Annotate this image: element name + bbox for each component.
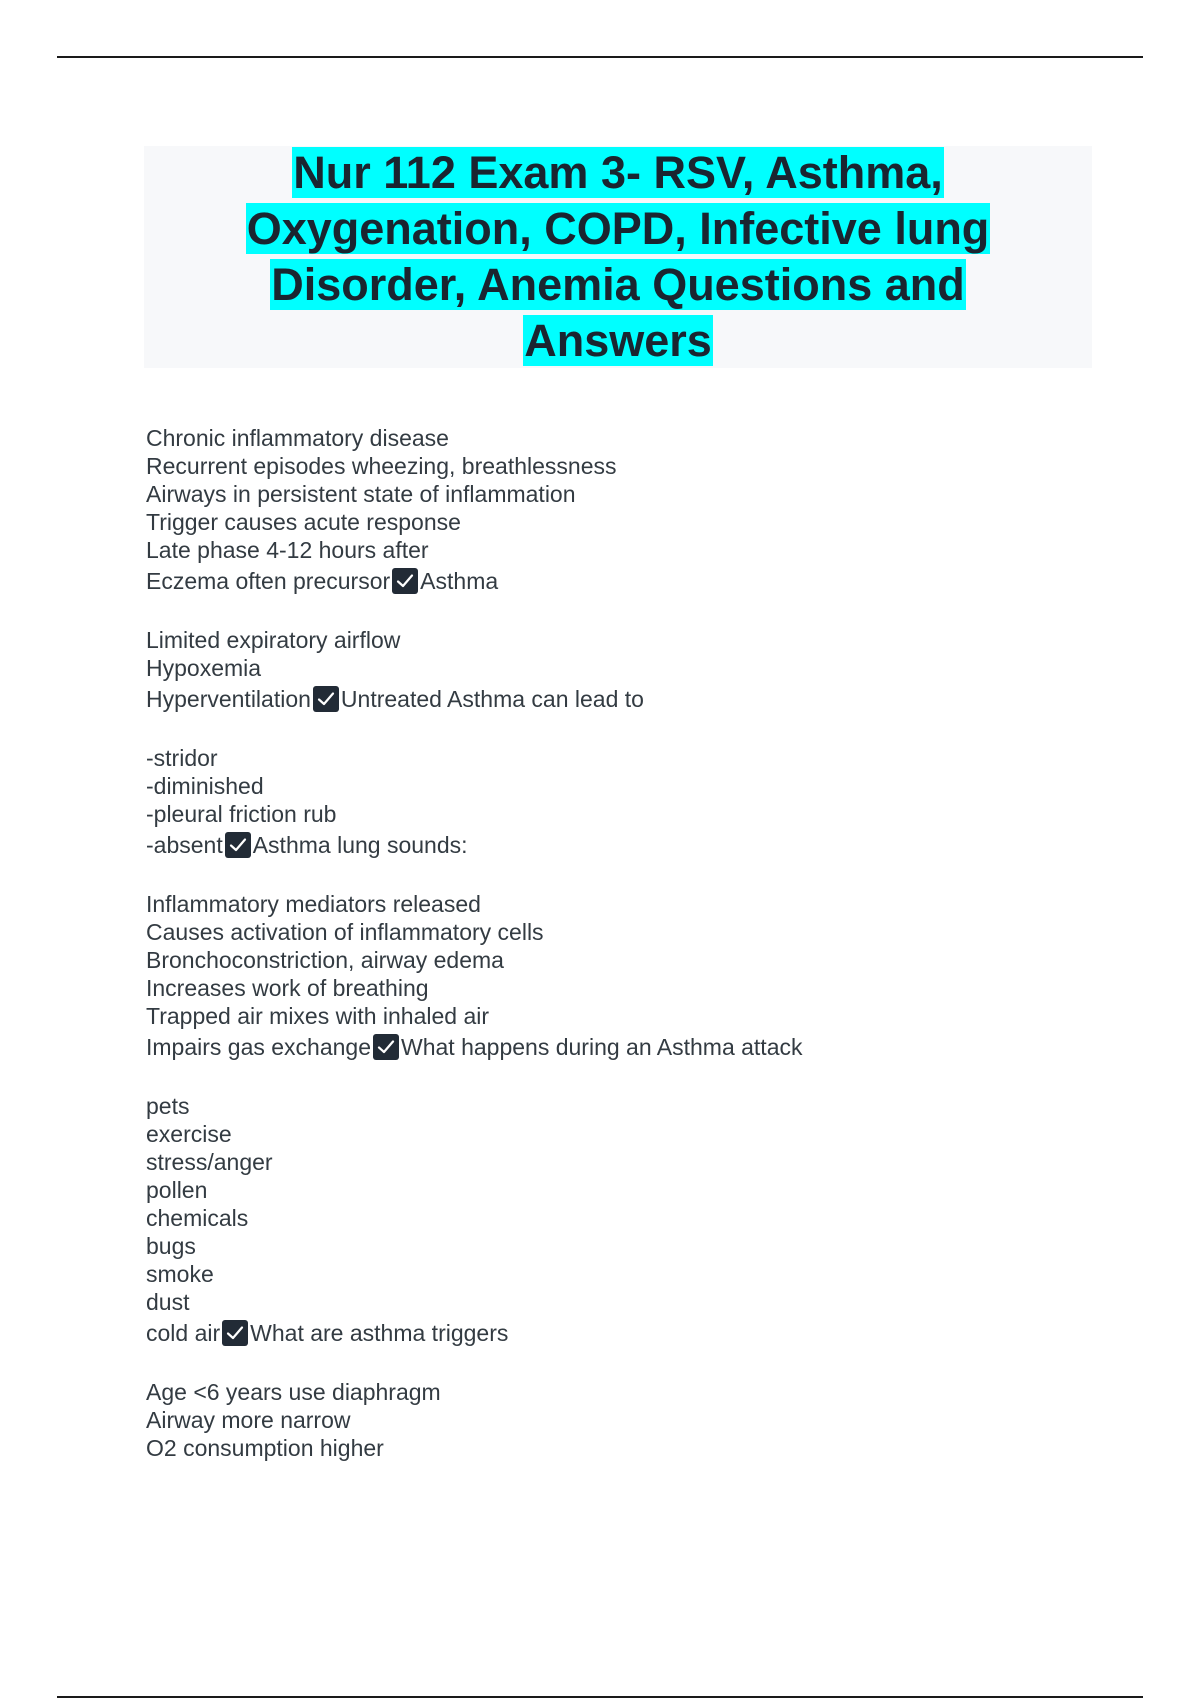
card-line: Causes activation of inflammatory cells bbox=[146, 919, 544, 945]
document-title bbox=[168, 145, 1068, 369]
card-line-last: cold air bbox=[146, 1320, 221, 1346]
card-line-last: Impairs gas exchange bbox=[146, 1034, 372, 1060]
card-line: bugs bbox=[146, 1233, 196, 1259]
card-line: pets bbox=[146, 1093, 190, 1119]
card-line: Age <6 years use diaphragm bbox=[146, 1379, 441, 1405]
card-answer-line bbox=[146, 1316, 1106, 1350]
title-banner bbox=[144, 146, 1092, 368]
card-line-last: Eczema often precursor bbox=[146, 568, 391, 594]
card-term: Untreated Asthma can lead to bbox=[340, 686, 644, 712]
flashcard-2 bbox=[146, 626, 1106, 716]
flashcard-4 bbox=[146, 890, 1106, 1064]
flashcard-1 bbox=[146, 424, 1106, 598]
card-line: stress/anger bbox=[146, 1149, 273, 1175]
card-line: chemicals bbox=[146, 1205, 249, 1231]
card-line: Inflammatory mediators released bbox=[146, 891, 481, 917]
flashcard-5 bbox=[146, 1092, 1106, 1350]
card-line: Late phase 4-12 hours after bbox=[146, 537, 429, 563]
card-line: Recurrent episodes wheezing, breathlessness bbox=[146, 453, 617, 479]
card-line: pollen bbox=[146, 1177, 208, 1203]
card-line-last: Hyperventilation bbox=[146, 686, 311, 712]
title-line-1: Nur 112 Exam 3- RSV, Asthma, bbox=[293, 147, 943, 198]
check-box-icon bbox=[313, 686, 339, 712]
flashcard-list bbox=[146, 424, 1106, 1490]
card-line: dust bbox=[146, 1289, 190, 1315]
card-line: exercise bbox=[146, 1121, 232, 1147]
card-line: Chronic inflammatory disease bbox=[146, 425, 449, 451]
card-line: -diminished bbox=[146, 773, 264, 799]
card-answer-line bbox=[146, 1030, 1106, 1064]
card-term: Asthma lung sounds: bbox=[252, 832, 468, 858]
card-line: Hypoxemia bbox=[146, 655, 262, 681]
check-box-icon bbox=[222, 1320, 248, 1346]
page-bottom-rule bbox=[57, 1696, 1143, 1698]
title-line-3: Disorder, Anemia Questions and bbox=[271, 259, 965, 310]
card-line-last: -absent bbox=[146, 832, 223, 858]
card-term: What are asthma triggers bbox=[250, 1320, 509, 1346]
flashcard-3 bbox=[146, 744, 1106, 862]
check-box-icon bbox=[392, 568, 418, 594]
flashcard-6 bbox=[146, 1378, 1106, 1462]
page-top-rule bbox=[57, 56, 1143, 58]
card-term: What happens during an Asthma attack bbox=[401, 1034, 803, 1060]
card-line: Increases work of breathing bbox=[146, 975, 429, 1001]
card-term: Asthma bbox=[420, 568, 499, 594]
card-line: Limited expiratory airflow bbox=[146, 627, 401, 653]
card-line: Bronchoconstriction, airway edema bbox=[146, 947, 504, 973]
card-line: -stridor bbox=[146, 745, 218, 771]
title-line-4: Answers bbox=[524, 315, 712, 366]
card-line: O2 consumption higher bbox=[146, 1435, 384, 1461]
card-answer-line bbox=[146, 564, 1106, 598]
card-line: smoke bbox=[146, 1261, 214, 1287]
card-line: -pleural friction rub bbox=[146, 801, 337, 827]
card-line: Airway more narrow bbox=[146, 1407, 351, 1433]
card-line: Trigger causes acute response bbox=[146, 509, 461, 535]
title-line-2: Oxygenation, COPD, Infective lung bbox=[246, 203, 990, 254]
check-box-icon bbox=[373, 1034, 399, 1060]
check-box-icon bbox=[225, 832, 251, 858]
card-answer-line bbox=[146, 828, 1106, 862]
card-line: Trapped air mixes with inhaled air bbox=[146, 1003, 490, 1029]
card-line: Airways in persistent state of inflammation bbox=[146, 481, 576, 507]
card-answer-line bbox=[146, 682, 1106, 716]
